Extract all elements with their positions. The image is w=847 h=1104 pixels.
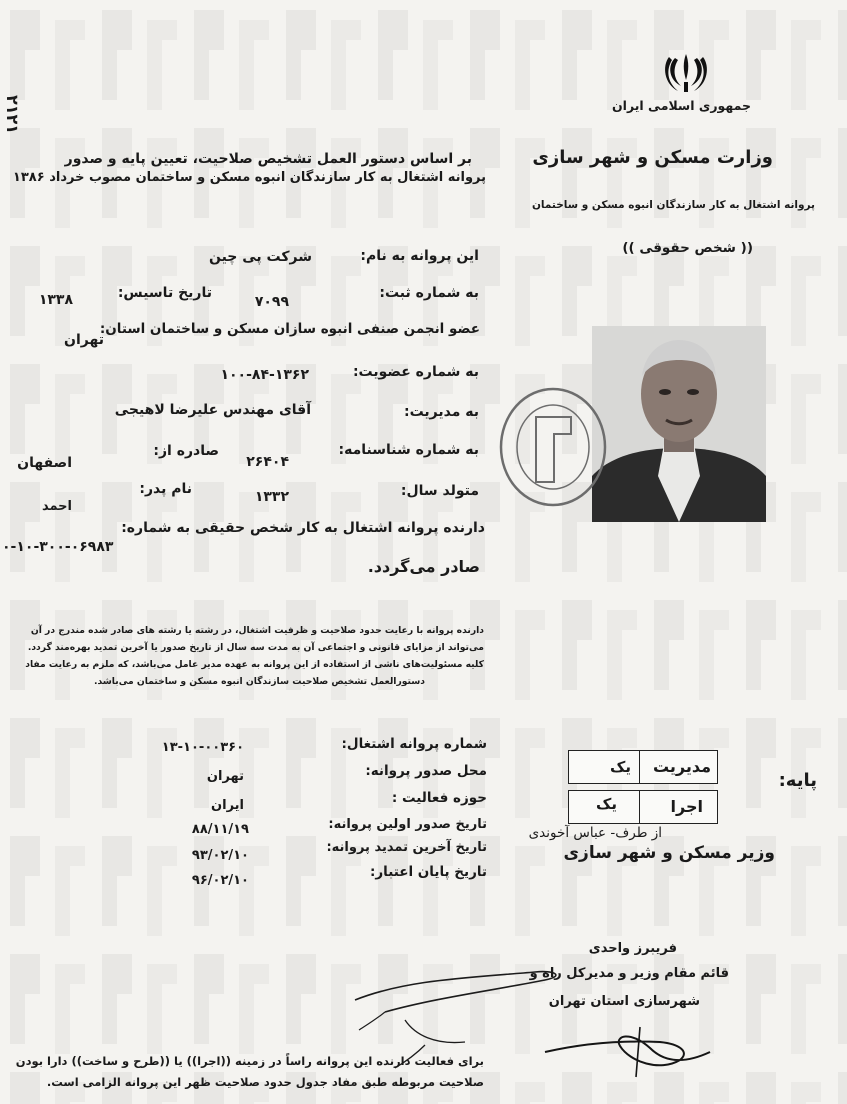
signature-right xyxy=(540,1022,720,1082)
republic-title: جمهوری اسلامی ایران xyxy=(612,98,751,113)
round-stamp-icon xyxy=(496,382,611,512)
ministry-title: وزارت مسکن و شهر سازی xyxy=(532,147,773,168)
membership-value: ۱۰۰-۸۴-۱۳۶۲ xyxy=(220,367,309,383)
place-label: محل صدور پروانه: xyxy=(365,763,487,779)
signatory-title2: شهرسازی استان تهران xyxy=(548,994,700,1009)
minister-on-behalf: از طرف- عباس آخوندی xyxy=(528,825,662,841)
manager-label: به مدیریت: xyxy=(403,404,479,420)
expiry-label: تاریخ پایان اعتبار: xyxy=(369,864,487,880)
minister-title: وزیر مسکن و شهر سازی xyxy=(563,843,775,863)
issued-statement: صادر می‌گردد. xyxy=(367,557,480,576)
founding-label: تاریخ تاسیس: xyxy=(117,285,212,301)
natural-license-label: دارنده پروانه اشتغال به کار شخص حقیقی به شماره: xyxy=(121,520,485,536)
idno-value: ۲۶۴۰۴ xyxy=(246,454,289,470)
manager-value: آقای مهندس علیرضا لاهیجی xyxy=(114,402,311,418)
membership-label: به شماره عضویت: xyxy=(352,364,479,380)
issued-from-value: اصفهان xyxy=(17,455,72,471)
serial-digits: ٢١٢١ xyxy=(3,95,22,135)
last-renewal-label: تاریخ آخرین تمدید پروانه: xyxy=(326,840,487,855)
first-date-label: تاریخ صدور اولین پروانه: xyxy=(328,817,487,832)
father-label: نام پدر: xyxy=(139,481,192,497)
birth-label: متولد سال: xyxy=(400,483,479,499)
father-value: احمد xyxy=(41,499,72,514)
footer-line2: صلاحیت مربوطه طبق مفاد جدول حدود صلاحیت ظهر این پروانه الزامی است. xyxy=(46,1075,484,1089)
notice-line2: می‌تواند از مزایای قانونی و اجتماعی آن به مدت سه سال از تاریخ صدور یا آخرین تمدید بهره‌مند گردد. xyxy=(27,642,484,653)
first-date-value: ۸۸/۱۱/۱۹ xyxy=(191,822,249,837)
signatory-title1: قائم مقام وزیر و مدیرکل راه و xyxy=(529,966,729,981)
member-province: تهران xyxy=(64,332,104,348)
regno-label: به شماره ثبت: xyxy=(379,285,479,301)
license-number-label: شماره پروانه اشتغال: xyxy=(341,736,487,752)
signatory-name: فریبرز واحدی xyxy=(588,941,677,956)
grade-row1-value: یک xyxy=(568,750,640,784)
regno-value: ۷۰۹۹ xyxy=(254,294,289,310)
intro-line1: بر اساس دستور العمل تشخیص صلاحیت، تعیین پایه و صدور xyxy=(64,151,472,167)
grade-row2-value: یک xyxy=(568,790,640,824)
scope-value: ایران xyxy=(211,798,244,813)
intro-line2: پروانه اشتغال به کار سازندگان انبوه مسکن و ساختمان مصوب خرداد ۱۳۸۶ xyxy=(12,170,486,185)
natural-license-value: ۰-۱۰-۳۰۰-۰۶۹۸۳ xyxy=(2,539,114,555)
holder-label: این پروانه به نام: xyxy=(360,248,479,264)
grade-row1-field: مدیریت xyxy=(638,750,718,784)
founding-value: ۱۳۳۸ xyxy=(38,292,73,308)
grade-label: پایه: xyxy=(778,770,817,791)
notice-line4: دستورالعمل تشخیص صلاحیت سازندگان انبوه مسکن و ساختمان می‌باشد. xyxy=(93,676,425,687)
issued-from-label: صادره از: xyxy=(153,443,219,459)
holder-value: شرکت پی چین xyxy=(208,249,312,265)
portrait-icon xyxy=(592,326,766,522)
iran-emblem-icon xyxy=(661,52,711,94)
birth-value: ۱۳۳۲ xyxy=(254,489,289,505)
last-renewal-value: ۹۳/۰۲/۱۰ xyxy=(191,848,249,863)
entity-type: (( شخص حقوقی )) xyxy=(622,240,753,256)
holder-photo xyxy=(592,326,766,522)
expiry-value: ۹۶/۰۲/۱۰ xyxy=(191,873,249,888)
scope-label: حوزه فعالیت : xyxy=(391,790,487,806)
notice-line3: کلیه مسئولیت‌های ناشی از استفاده از این پروانه به عهده مدیر عامل می‌باشد، که ملزم به رعایت مفاد xyxy=(25,659,484,670)
notice-line1: دارنده پروانه با رعایت حدود صلاحیت و ظرفیت اشتغال، در رشته یا رشته های صادر شده مندرج در آن xyxy=(30,625,484,636)
license-number-value: ۱۳-۱۰-۰۰۳۶۰ xyxy=(161,740,244,755)
license-title: پروانه اشتغال به کار سازندگان انبوه مسکن و ساختمان xyxy=(531,199,815,211)
place-value: تهران xyxy=(206,769,244,784)
member-label: عضو انجمن صنفی انبوه سازان مسکن و ساختمان استان: xyxy=(99,321,480,337)
grade-row2-field: اجرا xyxy=(638,790,718,824)
footer-line1: برای فعالیت دارنده این پروانه راساً در زمینه ((اجرا)) یا ((طرح و ساخت)) دارا بودن xyxy=(15,1054,484,1068)
idno-label: به شماره شناسنامه: xyxy=(338,442,479,458)
